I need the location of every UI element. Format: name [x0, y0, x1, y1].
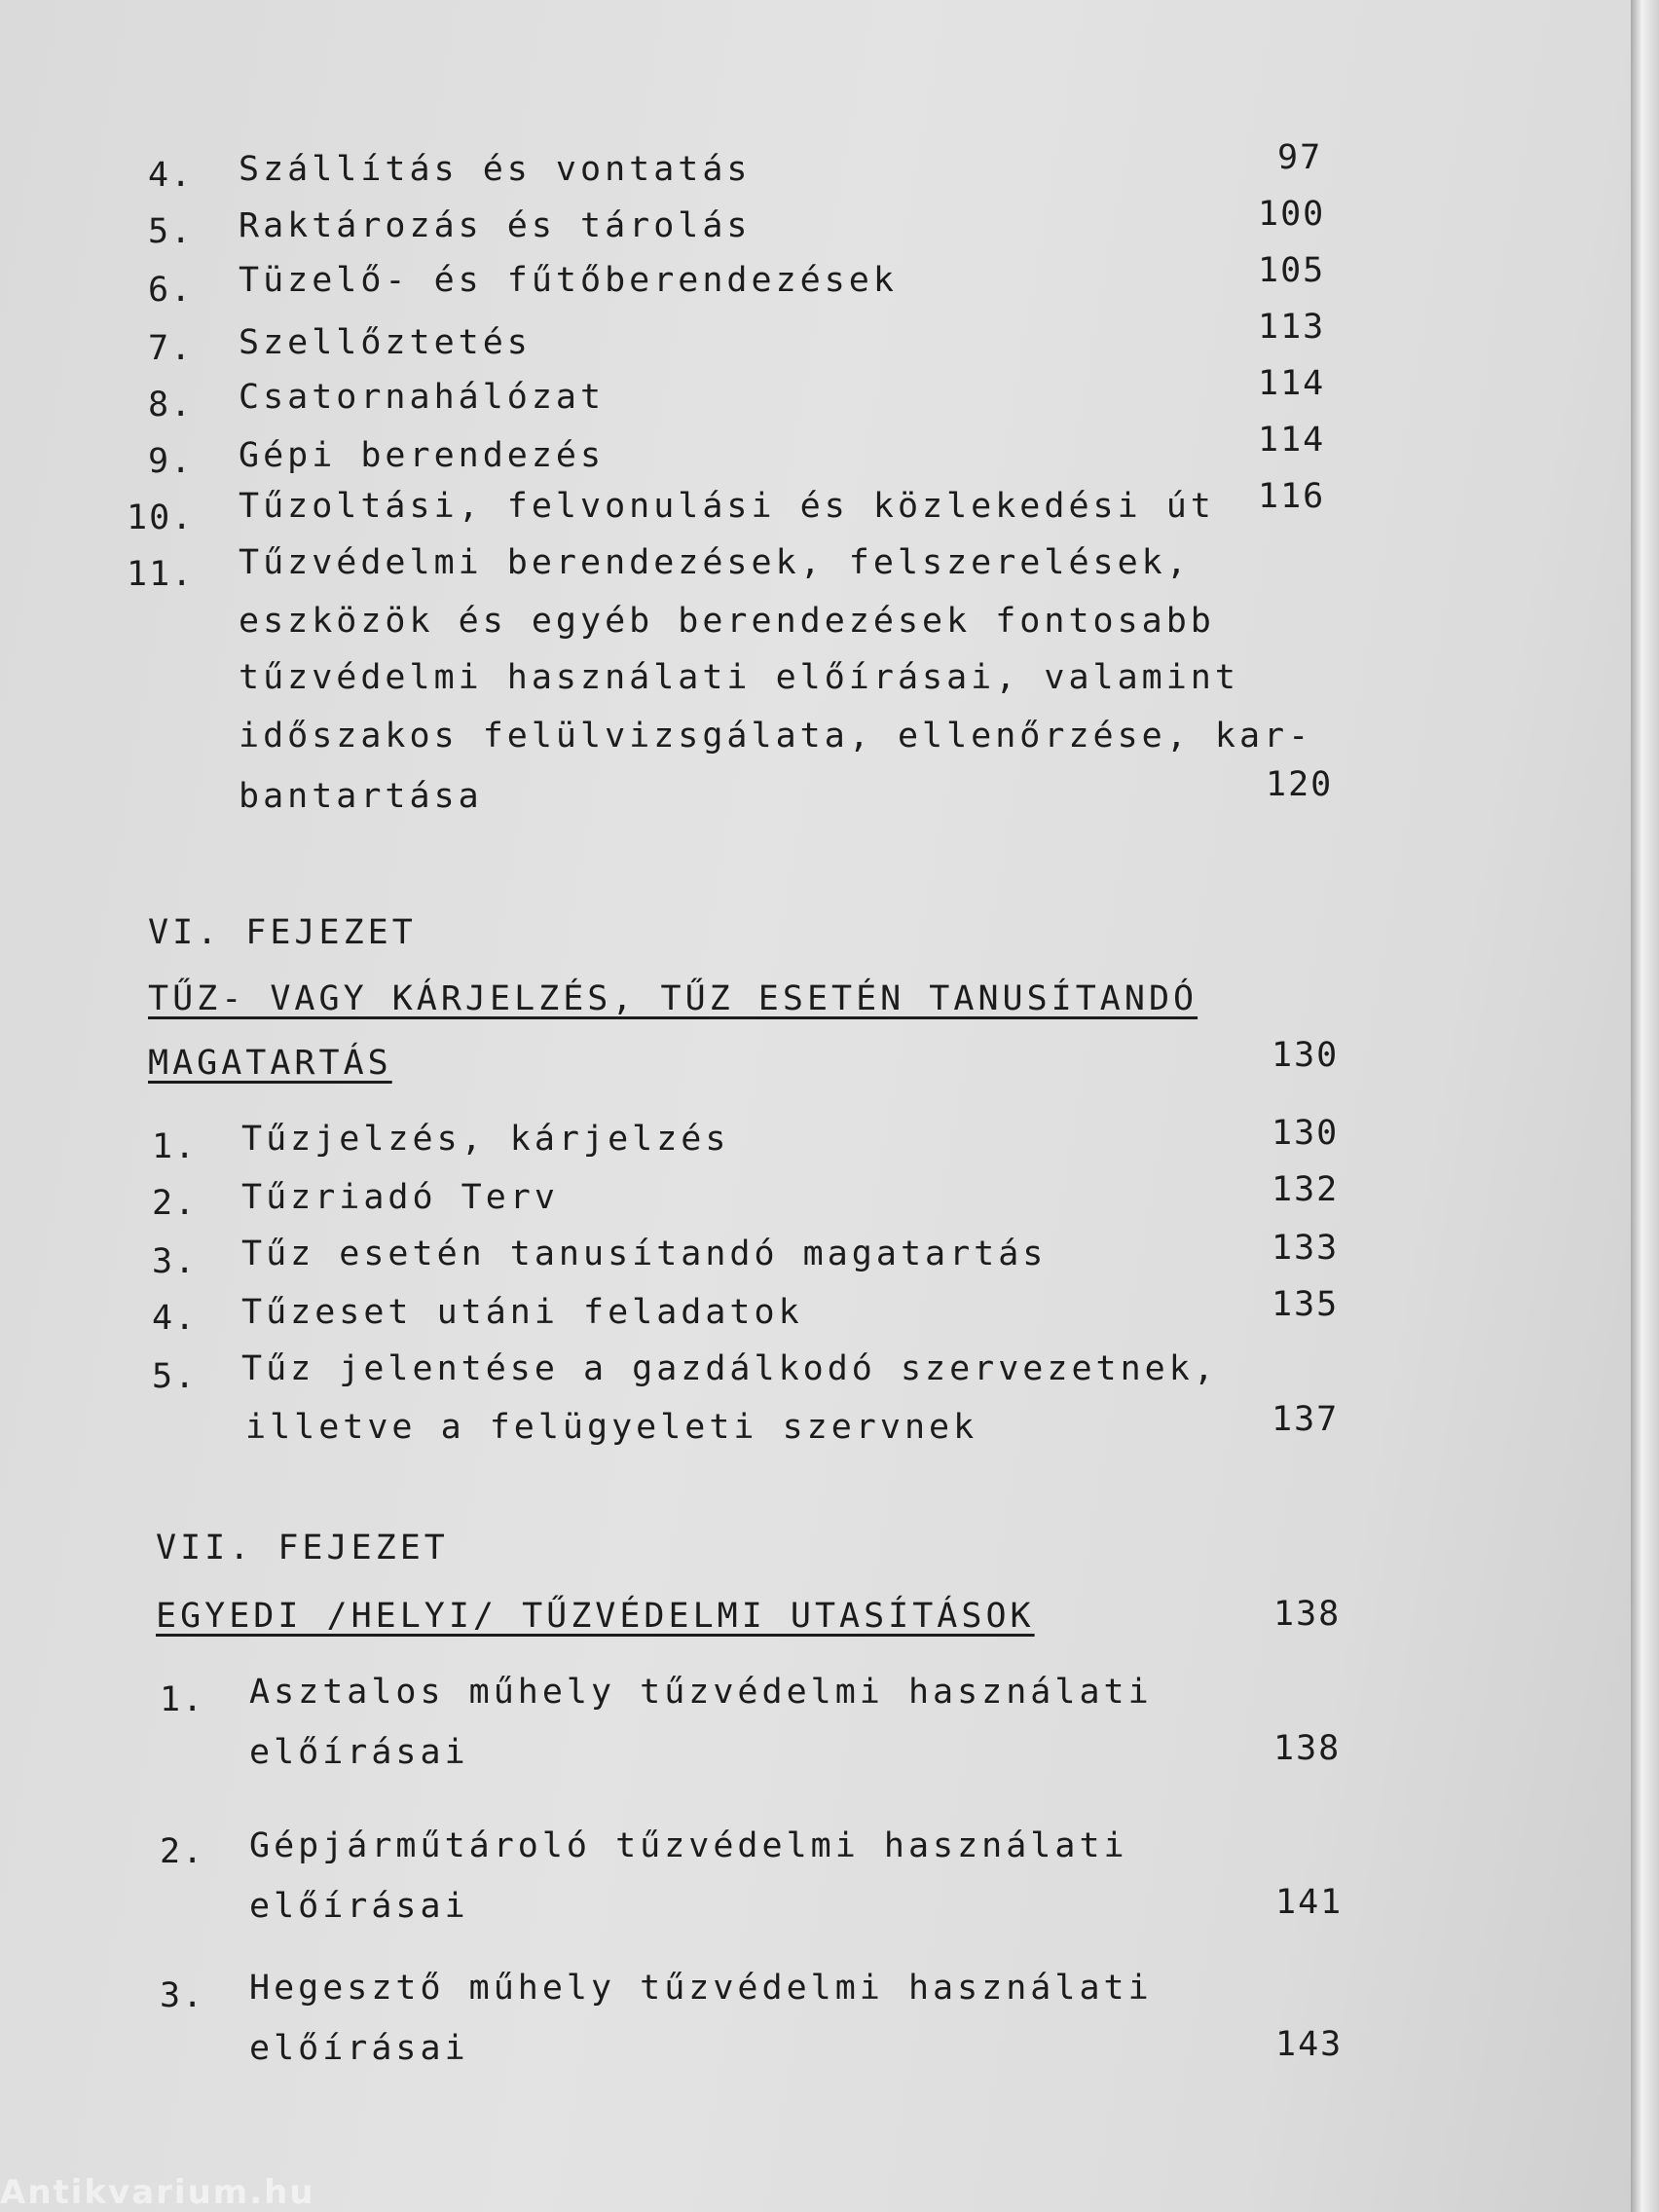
entry-text-line: Asztalos műhely tűzvédelmi használati: [249, 1673, 1153, 1712]
entry-page: 120: [1266, 765, 1334, 804]
entry-page: 133: [1272, 1229, 1340, 1268]
entry-number: 4.: [152, 1299, 198, 1338]
entry-number: 9.: [148, 442, 194, 481]
entry-page: 116: [1258, 477, 1326, 516]
entry-number: 5.: [152, 1357, 198, 1396]
chapter-label: VII. FEJEZET: [156, 1529, 449, 1567]
entry-page: 113: [1258, 308, 1326, 347]
entry-number: 4.: [148, 156, 194, 195]
entry-page: 137: [1272, 1400, 1340, 1439]
entry-page: 141: [1275, 1883, 1344, 1922]
entry-text: Tűzeset utáni feladatok: [241, 1293, 803, 1332]
entry-text-line: Tűzvédelmi berendezések, felszerelések,: [239, 543, 1191, 582]
entry-text: Tűzjelzés, kárjelzés: [241, 1120, 730, 1159]
entry-text-line: előírásai: [249, 1733, 469, 1772]
entry-text-line: előírásai: [249, 2029, 469, 2068]
entry-page: 135: [1272, 1285, 1340, 1324]
entry-number: 2.: [152, 1184, 198, 1223]
entry-text-line: időszakos felülvizsgálata, ellenőrzése, kar-: [239, 717, 1313, 756]
entry-number: 10.: [127, 498, 195, 537]
entry-page: 130: [1272, 1114, 1340, 1153]
entry-number: 8.: [148, 386, 194, 424]
entry-text-line: előírásai: [249, 1887, 469, 1926]
entry-page: 100: [1258, 195, 1326, 234]
watermark: Antikvarium.hu: [0, 2173, 315, 2212]
entry-page: 114: [1258, 364, 1326, 403]
entry-text: Szállítás és vontatás: [239, 150, 752, 189]
chapter-title-line: MAGATARTÁS: [148, 1044, 392, 1083]
entry-text: Tűz esetén tanusítandó magatartás: [241, 1235, 1048, 1273]
entry-text-line: tűzvédelmi használati előírásai, valamint: [239, 658, 1239, 697]
entry-number: 6.: [148, 271, 194, 310]
chapter-page: 138: [1273, 1595, 1342, 1634]
chapter-title: EGYEDI /HELYI/ TŰZVÉDELMI UTASÍTÁSOK: [156, 1597, 1035, 1636]
chapter-page: 130: [1272, 1036, 1340, 1075]
entry-page: 114: [1258, 421, 1326, 460]
entry-number: 1.: [152, 1127, 198, 1166]
entry-text: Raktározás és tárolás: [239, 206, 752, 245]
entry-number: 3.: [160, 1976, 205, 2015]
entry-number: 2.: [160, 1832, 205, 1871]
entry-text-line: Gépjárműtároló tűzvédelmi használati: [249, 1826, 1128, 1865]
entry-text-line: bantartása: [239, 777, 483, 816]
entry-text: Tüzelő- és fűtőberendezések: [239, 261, 898, 300]
entry-page: 143: [1275, 2025, 1344, 2064]
entry-text: Szellőztetés: [239, 323, 532, 362]
entry-text-line: Tűz jelentése a gazdálkodó szervezetnek,: [241, 1349, 1218, 1388]
entry-text: Csatornahálózat: [239, 378, 606, 417]
entry-text-line: illetve a felügyeleti szervnek: [245, 1408, 978, 1447]
entry-page: 138: [1273, 1729, 1342, 1768]
entry-page: 132: [1272, 1170, 1340, 1209]
page-edge: [1631, 0, 1659, 2212]
entry-page: 97: [1277, 138, 1323, 177]
entry-number: 1.: [160, 1680, 205, 1719]
chapter-title-line: TŰZ- VAGY KÁRJELZÉS, TŰZ ESETÉN TANUSÍTANDÓ: [148, 979, 1198, 1018]
entry-text-line: eszközök és egyéb berendezések fontosabb: [239, 602, 1215, 641]
entry-page: 105: [1258, 251, 1326, 290]
entry-text-line: Hegesztő műhely tűzvédelmi használati: [249, 1969, 1153, 2008]
entry-number: 3.: [152, 1242, 198, 1281]
entry-number: 7.: [148, 329, 194, 368]
chapter-label: VI. FEJEZET: [148, 913, 417, 952]
entry-text: Gépi berendezés: [239, 436, 606, 475]
entry-text: Tűzoltási, felvonulási és közlekedési út: [239, 487, 1215, 526]
entry-number: 5.: [148, 212, 194, 251]
entry-text: Tűzriadó Terv: [241, 1178, 559, 1217]
entry-number: 11.: [127, 555, 195, 594]
